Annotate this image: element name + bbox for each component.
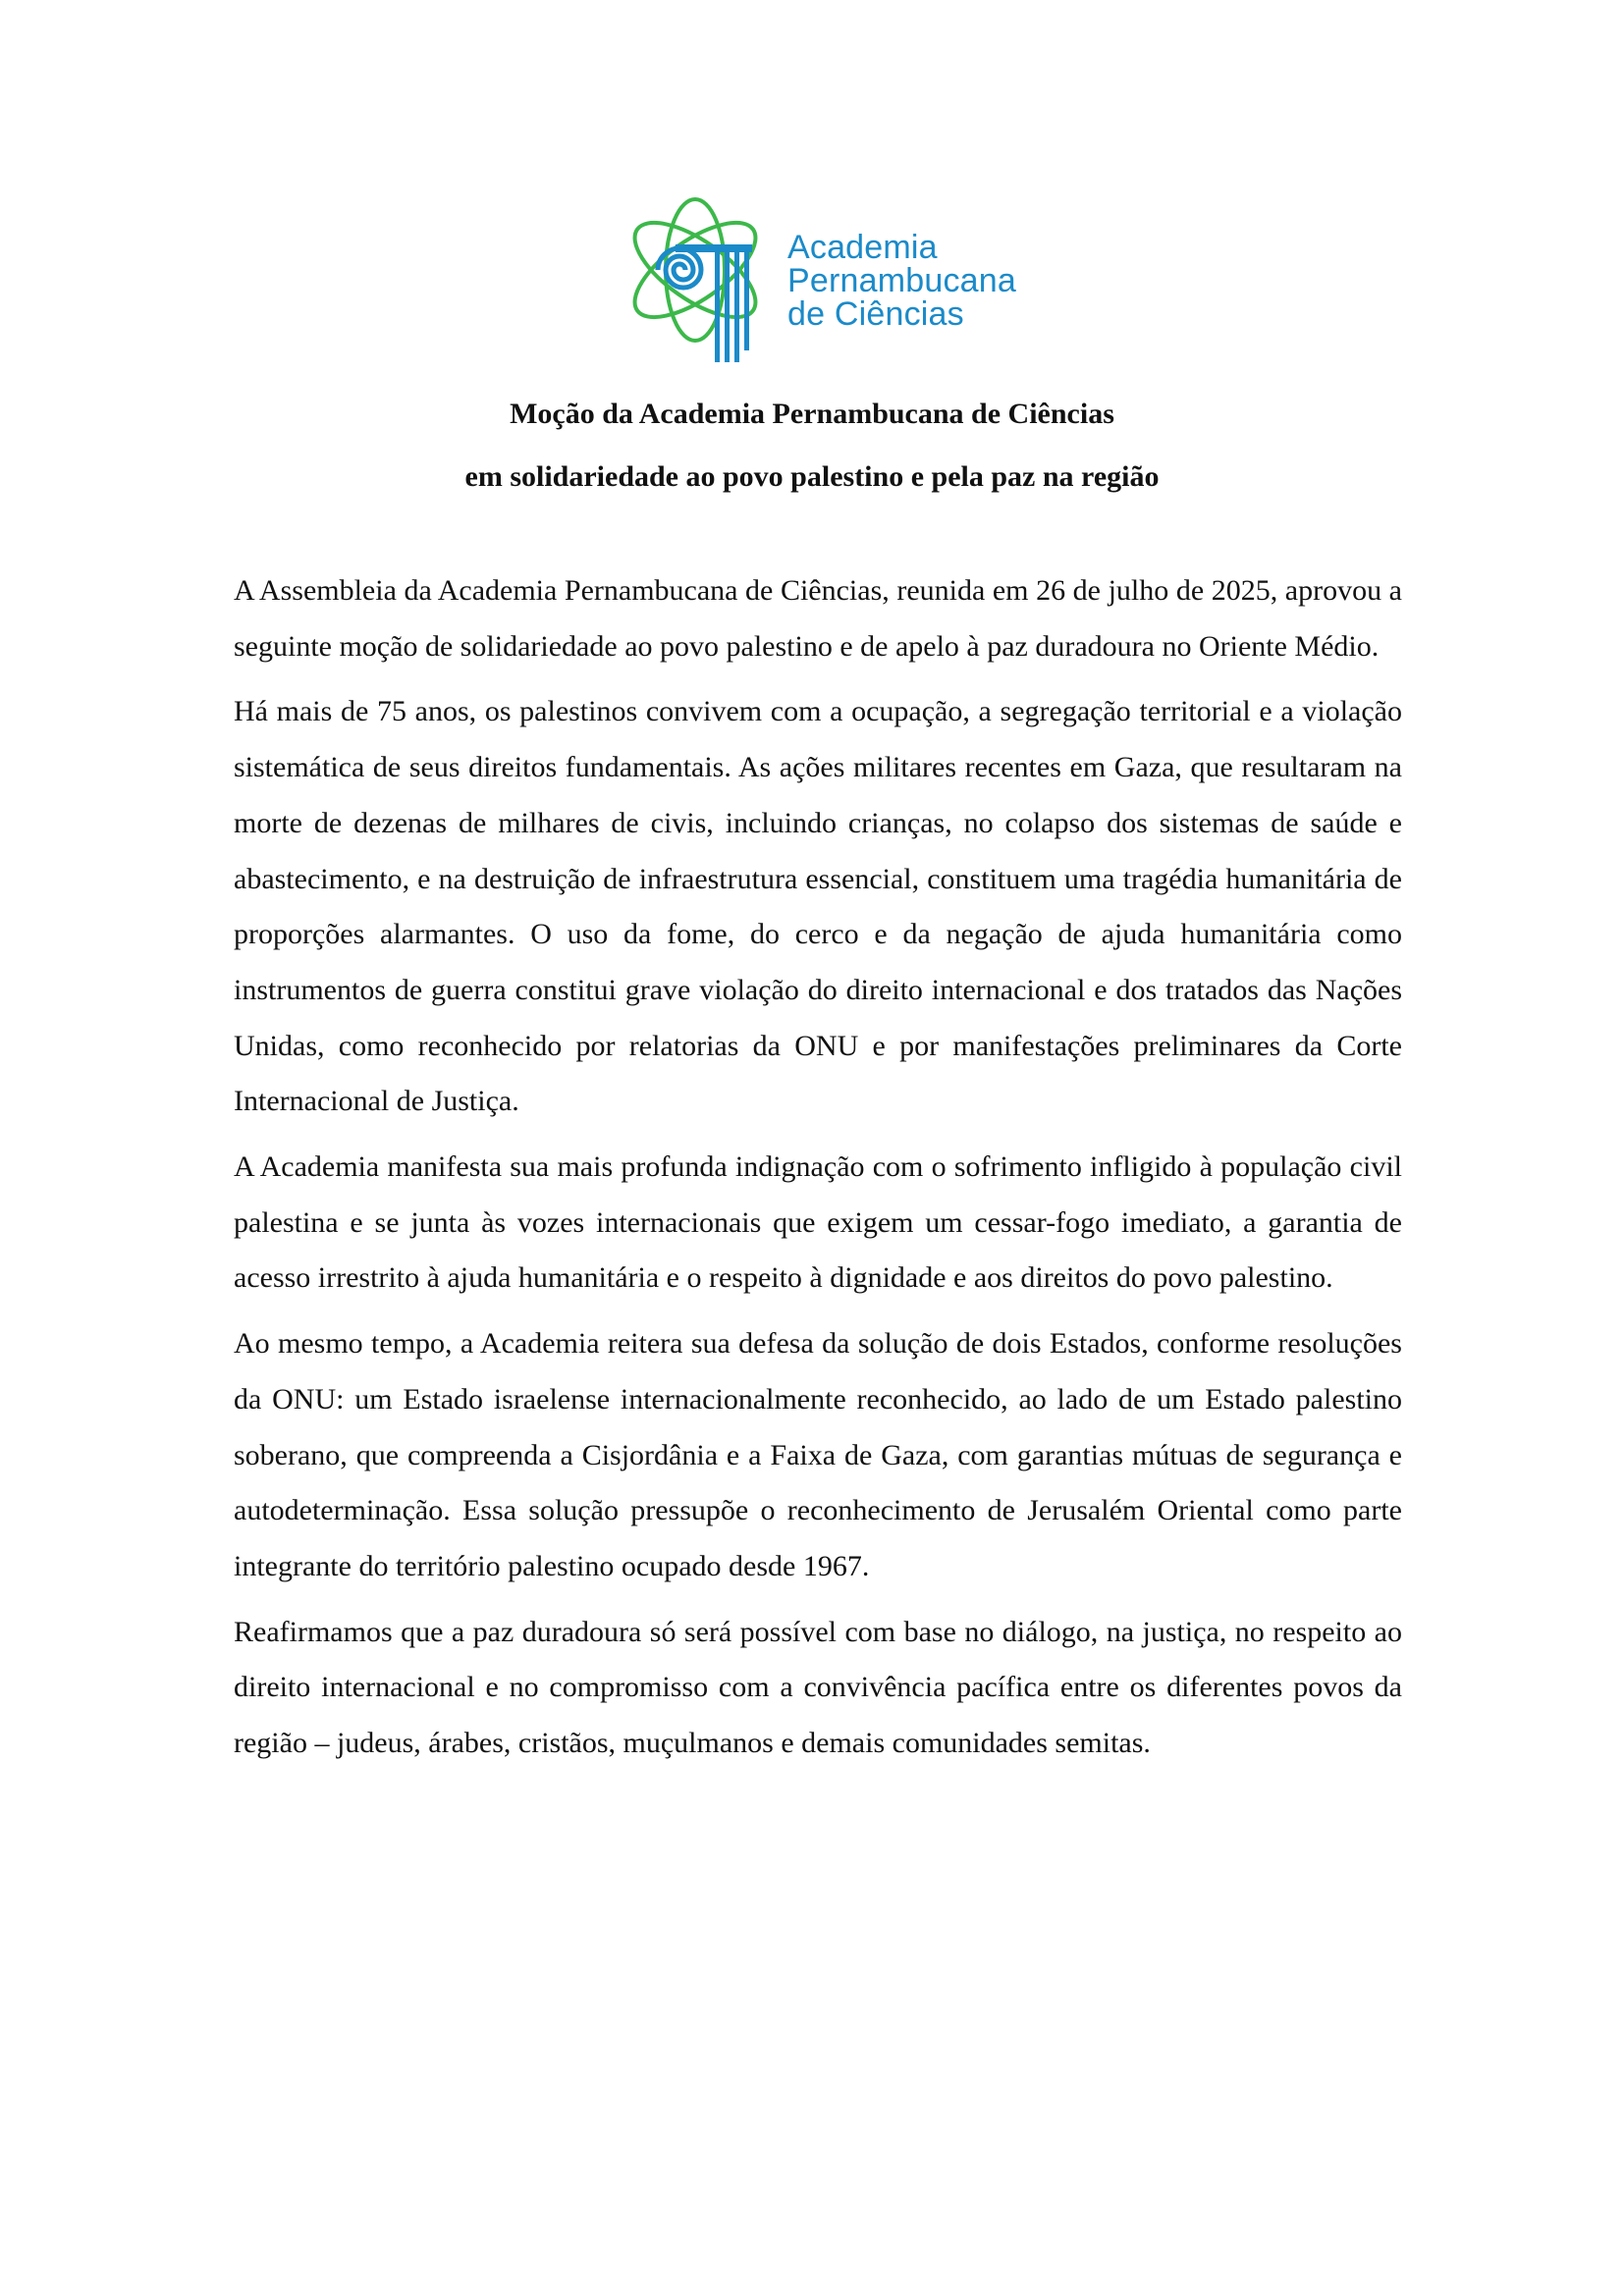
logo-wordmark	[787, 231, 1016, 331]
academy-logo	[619, 191, 1060, 368]
logo-line-1: Academia	[787, 229, 938, 266]
paragraph-5: Reafirmamos que a paz duradoura só será possível com base no diálogo, na justiça, no respeito ao direito internacional e no compromisso com a convivência pacífica entre os diferentes povos da região – judeus, árabes, cristãos, muçulmanos e demais comunidades semitas.	[234, 1615, 1402, 1760]
paragraph-1: A Assembleia da Academia Pernambucana de Ciências, reunida em 26 de julho de 2025, aprovou a seguinte moção de solidariedade ao povo palestino e de apelo à paz duradoura no Oriente Médio.	[234, 574, 1402, 663]
document-title-line-2: em solidariedade ao povo palestino e pela paz na região	[464, 460, 1160, 493]
logo-line-3: de Ciências	[787, 295, 964, 333]
paragraph-4: Ao mesmo tempo, a Academia reitera sua defesa da solução de dois Estados, conforme resoluções da ONU: um Estado israelense internacionalmente reconhecido, ao lado de um Estado palestino soberano, que compreenda a Cisjordânia e a Faixa de Gaza, com garantias mútuas de segurança e autodeterminação. Essa solução pressupõe o reconhecimento de Jerusalém Oriental como parte integrante do território palestino ocupado desde 1967.	[234, 1327, 1402, 1582]
logo-line-2: Pernambucana	[787, 262, 1016, 299]
atom-column-emblem-icon	[619, 191, 776, 368]
document-title-line-1: Moção da Academia Pernambucana de Ciências	[510, 398, 1114, 430]
paragraph-2: Há mais de 75 anos, os palestinos convivem com a ocupação, a segregação territorial e a violação sistemática de seus direitos fundamentais. As ações militares recentes em Gaza, que resultaram na morte de dezenas de milhares de civis, incluindo crianças, no colapso dos sistemas de saúde e abastecimento, e na destruição de infraestrutura essencial, constituem uma tragédia humanitária de proporções alarmantes. O uso da fome, do cerco e da negação de ajuda humanitária como instrumentos de guerra constitui grave violação do direito internacional e dos tratados das Nações Unidas, como reconhecido por relatorias da ONU e por manifestações preliminares da Corte Internacional de Justiça.	[234, 695, 1402, 1118]
paragraph-3: A Academia manifesta sua mais profunda indignação com o sofrimento infligido à população civil palestina e se junta às vozes internacionais que exigem um cessar-fogo imediato, a garantia de acesso irrestrito à ajuda humanitária e o respeito à dignidade e aos direitos do povo palestino.	[234, 1150, 1402, 1295]
document-body	[234, 563, 1402, 1782]
